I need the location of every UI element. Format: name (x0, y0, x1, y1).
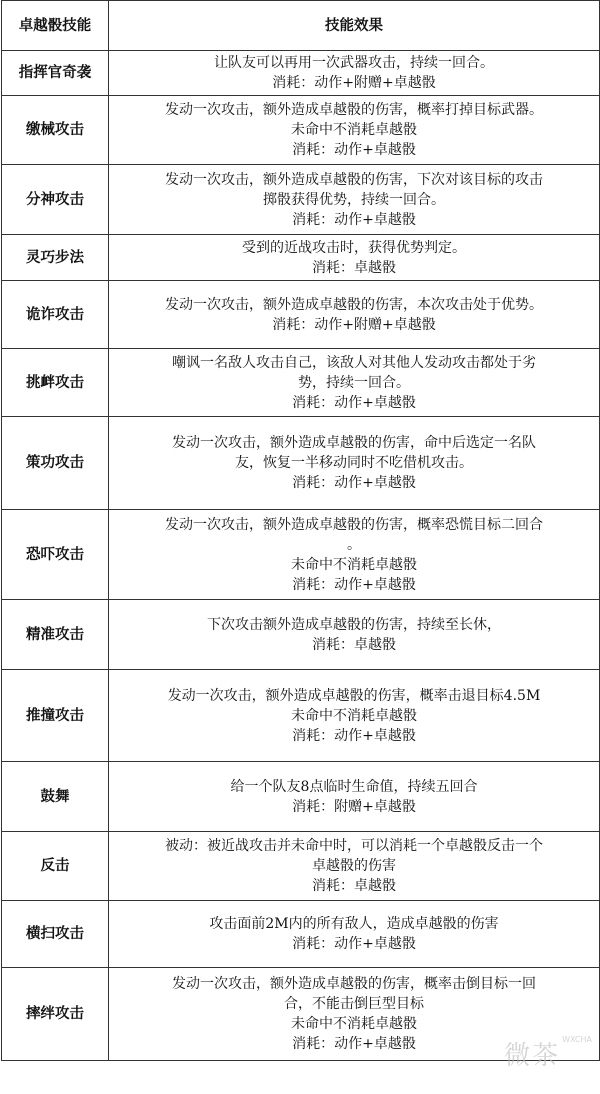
table-row (2, 165, 600, 235)
effect-line: 消耗：卓越骰 (312, 259, 396, 276)
skill-effect (109, 832, 600, 901)
effect-line: 未命中不消耗卓越骰 (291, 122, 417, 138)
effect-line: 消耗：动作+卓越骰 (292, 727, 416, 744)
effect-line: 消耗：卓越骰 (312, 636, 396, 653)
table-row (2, 762, 600, 832)
skill-effect (109, 670, 600, 762)
effect-line: 消耗：动作+卓越骰 (292, 1036, 416, 1052)
effect-line: 下次攻击额外造成卓越骰的伤害，持续至长休， (207, 616, 501, 633)
effect-line: 。 (347, 536, 361, 553)
table-row (2, 51, 600, 96)
table-row (2, 281, 600, 349)
table-row (2, 235, 600, 281)
effect-line: 发动一次攻击，额外造成卓越骰的伤害，本次攻击处于优势。 (165, 296, 543, 313)
effect-line: 嘲讽一名敌人攻击自己，该敌人对其他人发动攻击都处于劣 (172, 354, 536, 371)
skill-name: 分神攻击 (2, 165, 109, 235)
skill-effect (109, 901, 600, 968)
header-skill: 卓越骰技能 (2, 1, 109, 51)
skill-name: 诡诈攻击 (2, 281, 109, 349)
skill-effect (109, 510, 600, 600)
table-row (2, 832, 600, 901)
effect-line: 发动一次攻击，额外造成卓越骰的伤害，概率打掉目标武器。 (165, 102, 543, 118)
effect-line: 消耗：动作+卓越骰 (292, 576, 416, 593)
effect-line: 消耗：卓越骰 (312, 878, 396, 894)
skill-name: 恐吓攻击 (2, 510, 109, 600)
skill-name: 摔绊攻击 (2, 968, 109, 1061)
skill-effect (109, 349, 600, 417)
effect-line: 未命中不消耗卓越骰 (291, 1016, 417, 1032)
effect-line: 让队友可以再用一次武器攻击，持续一回合。 (214, 55, 494, 71)
skill-name: 挑衅攻击 (2, 349, 109, 417)
effect-line: 合，不能击倒巨型目标 (284, 996, 424, 1012)
effect-line: 给一个队友8点临时生命值，持续五回合 (230, 778, 478, 795)
skill-effect (109, 762, 600, 832)
table-row (2, 349, 600, 417)
effect-line: 消耗：附赠+卓越骰 (292, 798, 416, 815)
table-row (2, 901, 600, 968)
effect-line: 消耗：动作+卓越骰 (292, 936, 416, 952)
header-effect: 技能效果 (109, 1, 600, 51)
effect-line: 消耗：动作+附赠+卓越骰 (272, 316, 436, 333)
skill-table (1, 0, 600, 1061)
effect-line: 消耗：动作+卓越骰 (292, 475, 416, 491)
effect-line: 发动一次攻击，额外造成卓越骰的伤害，概率击倒目标一回 (172, 976, 536, 992)
skill-name: 横扫攻击 (2, 901, 109, 968)
skill-name: 推撞攻击 (2, 670, 109, 762)
effect-line: 发动一次攻击，额外造成卓越骰的伤害，下次对该目标的攻击 (165, 171, 543, 188)
skill-name: 灵巧步法 (2, 235, 109, 281)
skill-name: 缴械攻击 (2, 96, 109, 165)
effect-line: 未命中不消耗卓越骰 (291, 556, 417, 573)
watermark-logo: 微茶$^{WXCHA}$ (504, 1035, 592, 1071)
effect-line: 发动一次攻击，额外造成卓越骰的伤害，概率恐慌目标二回合 (165, 516, 543, 533)
skill-name: 精准攻击 (2, 600, 109, 670)
skill-effect (109, 235, 600, 281)
skill-effect (109, 51, 600, 96)
effect-line: 势，持续一回合。 (298, 374, 410, 391)
effect-line: 发动一次攻击，额外造成卓越骰的伤害，命中后选定一名队 (172, 435, 536, 451)
skill-name: 策功攻击 (2, 417, 109, 510)
effect-line: 消耗：动作+卓越骰 (292, 211, 416, 228)
effect-line: 受到的近战攻击时，获得优势判定。 (242, 239, 466, 256)
skill-name: 指挥官奇袭 (2, 51, 109, 96)
skill-effect (109, 96, 600, 165)
table-row (2, 670, 600, 762)
skill-effect (109, 281, 600, 349)
table-row (2, 417, 600, 510)
table-row (2, 510, 600, 600)
effect-line: 卓越骰的伤害 (312, 858, 396, 874)
effect-line: 消耗：动作+附赠+卓越骰 (272, 75, 436, 91)
skill-effect (109, 417, 600, 510)
effect-line: 发动一次攻击，额外造成卓越骰的伤害，概率击退目标4.5M (167, 687, 541, 704)
effect-line: 未命中不消耗卓越骰 (291, 707, 417, 724)
effect-line: 消耗：动作+卓越骰 (292, 394, 416, 411)
skill-effect (109, 600, 600, 670)
table-row (2, 600, 600, 670)
effect-line: 攻击面前2M内的所有敌人，造成卓越骰的伤害 (209, 916, 499, 932)
table-row (2, 96, 600, 165)
effect-line: 消耗：动作+卓越骰 (292, 142, 416, 158)
skill-effect (109, 165, 600, 235)
effect-line: 掷骰获得优势，持续一回合。 (263, 191, 445, 208)
header-row (2, 1, 600, 51)
effect-line: 被动：被近战攻击并未命中时，可以消耗一个卓越骰反击一个 (165, 838, 543, 854)
skill-name: 反击 (2, 832, 109, 901)
skill-name: 鼓舞 (2, 762, 109, 832)
effect-line: 友，恢复一半移动同时不吃借机攻击。 (235, 455, 473, 471)
